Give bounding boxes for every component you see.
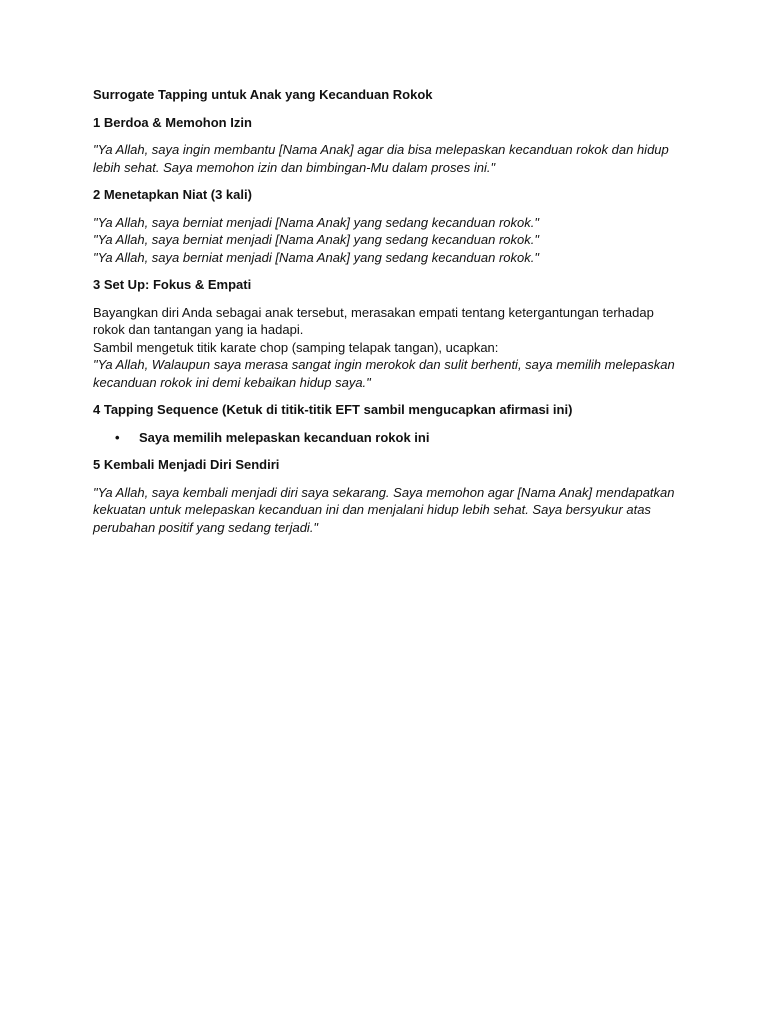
section-quote xyxy=(93,484,683,537)
section-niat xyxy=(93,186,683,266)
section-tapping-sequence xyxy=(93,401,683,446)
quote-line: "Ya Allah, saya berniat menjadi [Nama Anak] yang sedang kecanduan rokok." xyxy=(93,249,539,265)
section-berdoa xyxy=(93,114,683,177)
quote-line: "Ya Allah, saya berniat menjadi [Nama Anak] yang sedang kecanduan rokok." xyxy=(93,214,539,230)
quote-line: "Ya Allah, saya berniat menjadi [Nama Anak] yang sedang kecanduan rokok." xyxy=(93,232,539,247)
body-line: Bayangkan diri Anda sebagai anak tersebut, merasakan empati tentang ketergantungan terhadap xyxy=(93,304,654,320)
quote-line: kecanduan rokok ini demi kebaikan hidup saya." xyxy=(93,374,371,390)
quote-line: "Ya Allah, Walaupun saya merasa sangat ingin merokok dan sulit berhenti, saya memilih melepaskan xyxy=(93,357,675,372)
bullet-list xyxy=(93,429,683,447)
list-item-text: Saya memilih melepaskan kecanduan rokok ini xyxy=(139,429,430,445)
quote-line: "Ya Allah, saya ingin membantu [Nama Anak] agar dia bisa melepaskan kecanduan rokok dan hidup xyxy=(93,142,669,157)
section-kembali xyxy=(93,456,683,536)
body-line: Sambil mengetuk titik karate chop (samping telapak tangan), ucapkan: xyxy=(93,339,499,355)
section-heading: 4 Tapping Sequence (Ketuk di titik-titik EFT sambil mengucapkan afirmasi ini) xyxy=(93,402,573,417)
section-heading: 1 Berdoa & Memohon Izin xyxy=(93,114,252,130)
section-quote xyxy=(93,141,683,176)
quote-line: perubahan positif yang sedang terjadi." xyxy=(93,519,319,535)
section-heading: 3 Set Up: Fokus & Empati xyxy=(93,277,252,292)
section-setup xyxy=(93,276,683,391)
list-item xyxy=(93,429,683,447)
section-heading: 2 Menetapkan Niat (3 kali) xyxy=(93,187,252,202)
bullet-icon: • xyxy=(115,429,120,445)
document-page xyxy=(93,86,683,546)
body-line: rokok dan tantangan yang ia hadapi. xyxy=(93,322,304,337)
section-body xyxy=(93,304,683,392)
quote-line: "Ya Allah, saya kembali menjadi diri saya sekarang. Saya memohon agar [Nama Anak] mendapatkan xyxy=(93,484,675,500)
section-quote xyxy=(93,214,683,267)
document-title: Surrogate Tapping untuk Anak yang Kecanduan Rokok xyxy=(93,87,433,102)
quote-line: lebih sehat. Saya memohon izin dan bimbingan-Mu dalam proses ini." xyxy=(93,159,496,175)
quote-line: kekuatan untuk melepaskan kecanduan ini dan menjalani hidup lebih sehat. Saya bersyukur atas xyxy=(93,502,651,517)
section-heading: 5 Kembali Menjadi Diri Sendiri xyxy=(93,457,280,472)
